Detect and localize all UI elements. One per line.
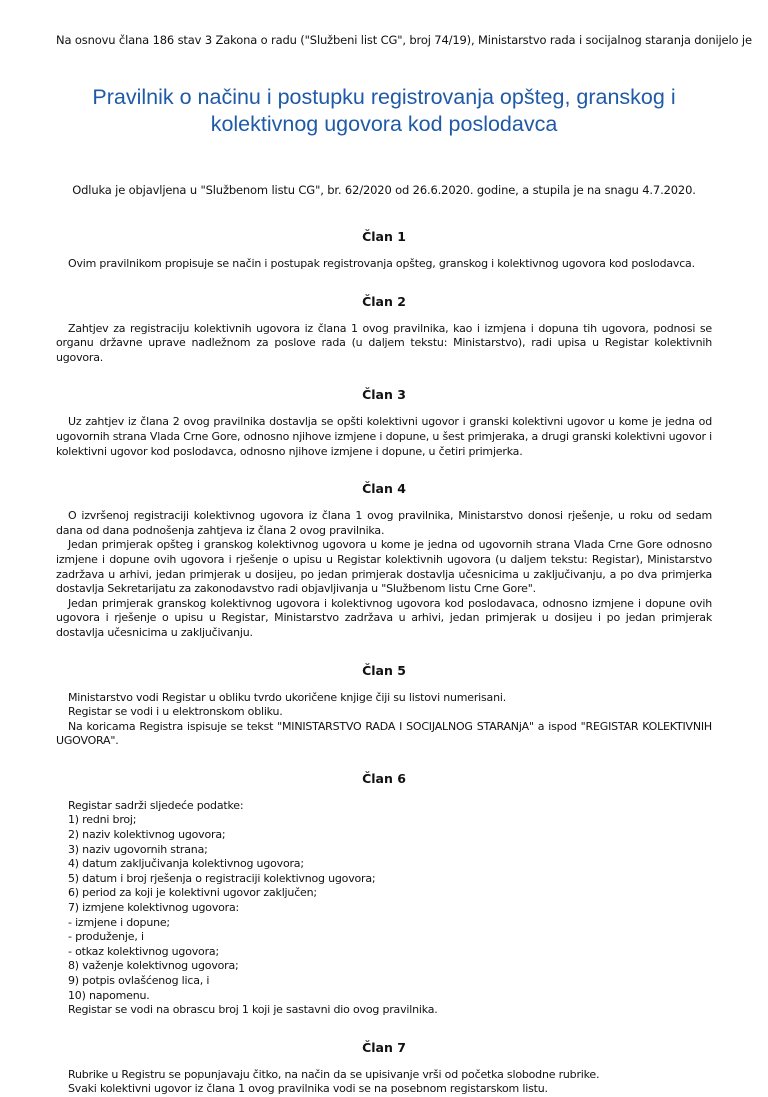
article-paragraph: Uz zahtjev iz člana 2 ovog pravilnika dostavlja se opšti kolektivni ugovor i granski kolektivni ugovor u kome je jedna od ugovornih strana Vlada Crne Gore, odnosno njihove izmjene i dopune, u šest primjeraka, a drugi granski kolektivni ugovor i kolektivni ugovor kod poslodavca, odnosno njihove izmjene i dopune, u četiri primjerka. xyxy=(56,415,712,458)
article-paragraph: Jedan primjerak granskog kolektivnog ugovora i kolektivnog ugovora kod poslodavaca, odnosno izmjene i dopune ovih ugovora i rješenje o upisu u Registar, Ministarstvo zadržava u arhivi, jedan primjerak u dosijeu i po jedan primjerak dostavlja učesnicima u zaključivanju. xyxy=(56,596,712,639)
article-paragraph: Zahtjev za registraciju kolektivnih ugovora iz člana 1 ovog pravilnika, kao i izmjena i dopuna tih ugovora, podnosi se organu državne uprave nadležnom za poslove rada (u daljem tekstu: Ministarstvo), radi upisa u Registar kolektivnih ugovora. xyxy=(56,321,712,364)
list-item: Registar se vodi na obrascu broj 1 koji je sastavni dio ovog pravilnika. xyxy=(68,1003,438,1017)
article-paragraph: Ministarstvo vodi Registar u obliku tvrdo ukoričene knjige čiji su listovi numerisani. xyxy=(68,690,507,704)
article-heading: Član 4 xyxy=(362,481,406,497)
article-heading: Član 2 xyxy=(362,293,406,309)
preamble: Na osnovu člana 186 stav 3 Zakona o radu ("Službeni list CG", broj 74/19), Ministarstvo rada i socijalnog staranja donijelo je xyxy=(56,33,752,47)
article-paragraph: Na koricama Registra ispisuje se tekst "MINISTARSTVO RADA I SOCIJALNOG STARANjA" a ispod "REGISTAR KOLEKTIVNIH UGOVORA". xyxy=(56,719,712,748)
article-heading: Član 6 xyxy=(362,770,406,786)
article-paragraph: O izvršenoj registraciji kolektivnog ugovora iz člana 1 ovog pravilnika, Ministarstvo donosi rješenje, u roku od sedam dana od dana podnošenja zahtjeva iz člana 2 ovog pravilnika. xyxy=(56,509,712,537)
article-paragraph: Svaki kolektivni ugovor iz člana 1 ovog pravilnika vodi se na posebnom registarskom listu. xyxy=(68,1082,548,1096)
article-heading: Član 1 xyxy=(362,229,406,244)
list-item: 10) napomenu. xyxy=(68,988,150,1002)
list-item: 6) period za koji je kolektivni ugovor zaključen; xyxy=(68,886,317,900)
list-item: 3) naziv ugovornih strana; xyxy=(68,842,208,856)
publication-note: Odluka je objavljena u "Službenom listu CG", br. 62/2020 od 26.6.2020. godine, a stupila je na snagu 4.7.2020. xyxy=(72,183,696,197)
article-heading: Član 3 xyxy=(362,387,406,403)
article-paragraph: Jedan primjerak opšteg i granskog kolektivnog ugovora u kome je jedna od ugovornih strana Vlada Crne Gore odnosno izmjene i dopune ovih ugovora i rješenje o upisu u Registar kolektivnih ugovora (u daljem tekstu: Registar), Ministarstvo zadržava u arhivi, jedan primjerak u dosijeu, po jedan primjerak dostavlja učesnicima u zaključivanju, a po dva primjerka dostavlja Sekretarijatu za zakonodavstvo radi objavljivanja u "Službenom listu Crne Gore". xyxy=(56,538,712,596)
list-item: 2) naziv kolektivnog ugovora; xyxy=(68,828,226,842)
list-item: 1) redni broj; xyxy=(68,813,137,827)
article-heading: Član 5 xyxy=(362,662,406,678)
list-item: 4) datum zaključivanja kolektivnog ugovora; xyxy=(68,857,304,871)
article-paragraph: Registar se vodi i u elektronskom obliku. xyxy=(68,705,283,719)
article-heading: Član 7 xyxy=(362,1039,406,1055)
article-paragraph: Ovim pravilnikom propisuje se način i postupak registrovanja opšteg, granskog i kolektivnog ugovora kod poslodavca. xyxy=(68,257,695,270)
register-fields-list xyxy=(56,799,712,1018)
list-item: 8) važenje kolektivnog ugovora; xyxy=(68,959,239,973)
document-title: Pravilnik o načinu i postupku registrovanja opšteg, granskog i kolektivnog ugovora kod poslodavca xyxy=(92,85,676,136)
list-item: - izmjene i dopune; xyxy=(68,915,170,929)
list-item: Registar sadrži sljedeće podatke: xyxy=(68,798,244,812)
article-paragraph: Rubrike u Registru se popunjavaju čitko, na način da se upisivanje vrši od početka slobodne rubrike. xyxy=(68,1067,600,1081)
list-item: 9) potpis ovlašćenog lica, i xyxy=(68,974,210,987)
list-item: - otkaz kolektivnog ugovora; xyxy=(68,944,219,958)
list-item: 5) datum i broj rješenja o registraciji kolektivnog ugovora; xyxy=(68,871,376,885)
list-item: - produženje, i xyxy=(68,930,144,944)
list-item: 7) izmjene kolektivnog ugovora: xyxy=(68,901,240,915)
document-page xyxy=(56,0,752,1097)
